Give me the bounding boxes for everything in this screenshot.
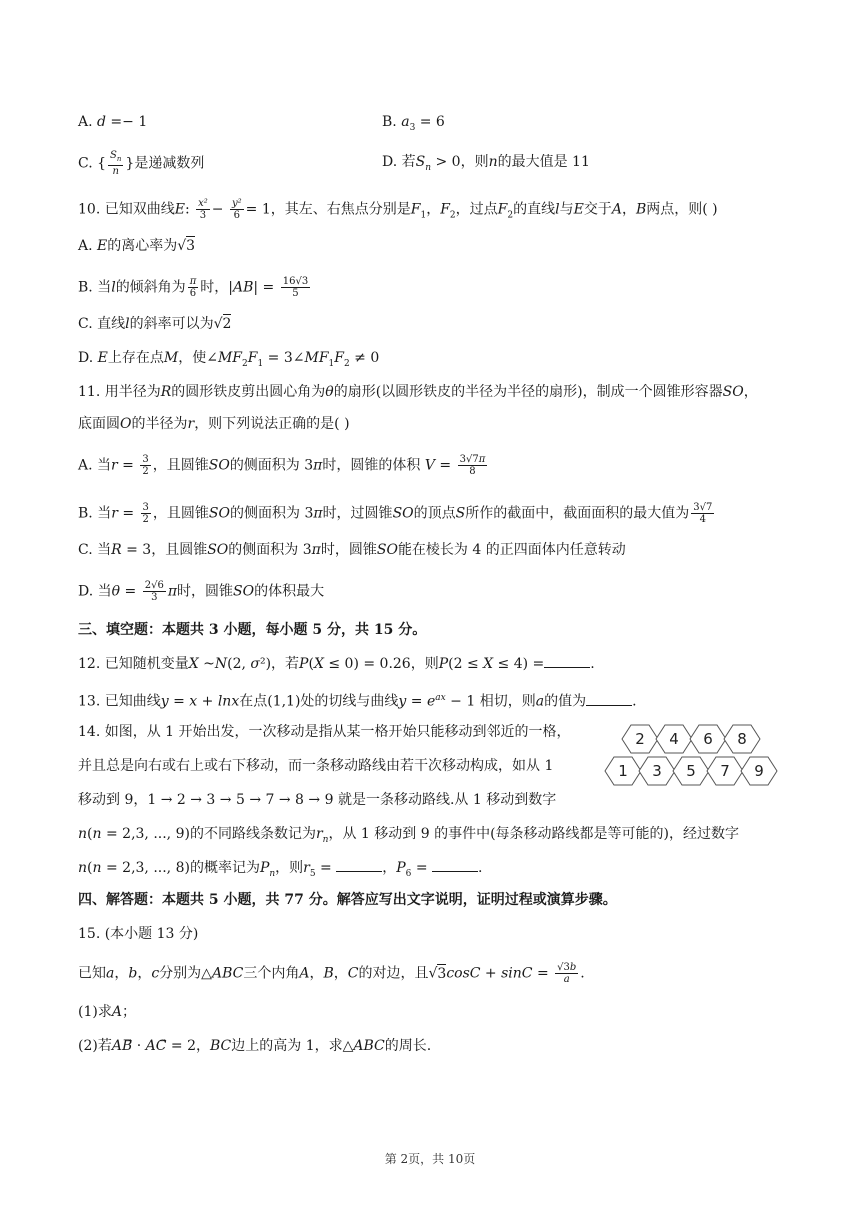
hex-label: 8 [737,730,747,748]
hex-label: 7 [720,762,730,780]
q9-option-b: B. $a_3 = 6$ [382,114,445,133]
q15-heading: 15. (本小题 13 分) [78,926,199,942]
q15-stem: 已知a，b，c分别为△ABC三个内角A，B，C的对边，且√3cosC + sinC = $\frac{√3b}{a}$ . [78,962,585,985]
q10-option-c: C. 直线l的斜率可以为√2 [78,316,232,332]
answer-blank[interactable] [586,693,632,706]
q10-option-b: B. 当l的倾斜角为 $\frac{\pi}{6}$ 时，|AB| = $\frac{16√3}{5}$ [78,276,309,299]
q14-line2: 并且总是向右或右上或右下移动，而一条移动路线由若干次移动构成，如从 1 [78,758,554,774]
q14-line5: n(n = 2,3, ..., 8)的概率记为$P_n$，则$r_5$ = ，$P_6$ = . [78,860,483,879]
q15-part-1: (1)求A； [78,1004,136,1020]
hex-label: 1 [618,762,628,780]
hex-label: 4 [669,730,679,748]
section-3-heading: 三、填空题：本题共 3 小题，每小题 5 分，共 15 分。 [78,622,427,638]
page-footer: 第 2页，共 10页 [384,1152,476,1166]
q11-stem-line1: 11. 用半径为R的圆形铁皮剪出圆心角为θ的扇形(以圆形铁皮的半径为半径的扇形)，制成一个圆锥形容器SO， [78,384,758,400]
hex-label: 3 [652,762,662,780]
q12: 12. 已知随机变量X ~N(2, σ²)，若P(X ≤ 0) = 0.26，则P(2 ≤ X ≤ 4) = . [78,656,595,672]
q9-option-a: A. d =− 1 [78,114,148,130]
q14-line3: 移动到 9，1 → 2 → 3 → 5 → 7 → 8 → 9 就是一条移动路线.从 1 移动到数字 [78,792,557,808]
q11-stem-line2: 底面圆O的半径为r，则下列说法正确的是( ) [78,416,350,432]
q11-option-d: D. 当θ = $\frac{2√6}{3}$ π时，圆锥SO的体积最大 [78,580,325,603]
q9-option-c: C. { $\frac{S_n}{n}$ }是递减数列 [78,150,205,177]
hex-label: 9 [754,762,764,780]
hex-label: 5 [686,762,696,780]
hex-label: 2 [635,730,645,748]
q10-stem: 10. 已知双曲线E: $\frac{\text{x²}}{3}$ − $\frac{\text{y²}}{6}$ = 1，其左、右焦点分别是$F_1$，$F_2$，过点$F_2$的直线l与E交于A，B两点，则( ) [78,198,718,221]
answer-blank[interactable] [544,655,590,668]
q14-line1: 14. 如图，从 1 开始出发，一次移动是指从某一格开始只能移动到邻近的一格， [78,724,571,740]
q14-line4: n(n = 2,3, ..., 9)的不同路线条数记为$r_n$，从 1 移动到 9 的事件中(每条移动路线都是等可能的)，经过数字 [78,826,739,845]
hex-label: 6 [703,730,713,748]
q10-option-d: D. E上存在点M，使$\angle MF_2F_1$ = $3\angle MF_1F_2 \ne 0$ [78,350,380,369]
hexagon-grid-figure [602,718,784,794]
q15-part-2: (2)若AB⃗ · AC⃗ = 2，BC边上的高为 1，求△ABC的周长. [78,1038,432,1054]
section-4-heading: 四、解答题：本题共 5 小题，共 77 分。解答应写出文字说明，证明过程或演算步骤。 [78,892,617,908]
q11-option-c: C. 当R = 3，且圆锥SO的侧面积为 3π时，圆锥SO能在棱长为 4 的正四面体内任意转动 [78,542,626,558]
q9-option-d: D. 若$S_n > 0$，则n的最大值是 11 [382,154,590,173]
q11-option-a: A. 当r = $\frac{3}{2}$ ，且圆锥SO的侧面积为 3π时，圆锥的体积 V = $\frac{3√7\pi}{8}$ [78,454,486,477]
q13: 13. 已知曲线y = x + lnx在点(1,1)处的切线与曲线$y = e^{ax} - 1$ 相切，则a的值为 . [78,693,637,710]
answer-blank[interactable] [336,859,382,872]
q10-option-a: A. E的离心率为√3 [78,238,196,254]
answer-blank[interactable] [432,859,478,872]
q11-option-b: B. 当r = $\frac{3}{2}$ ，且圆锥SO的侧面积为 3π时，过圆锥SO的顶点S所作的截面中，截面面积的最大值为 $\frac{3√7}{4}$ [78,502,713,525]
